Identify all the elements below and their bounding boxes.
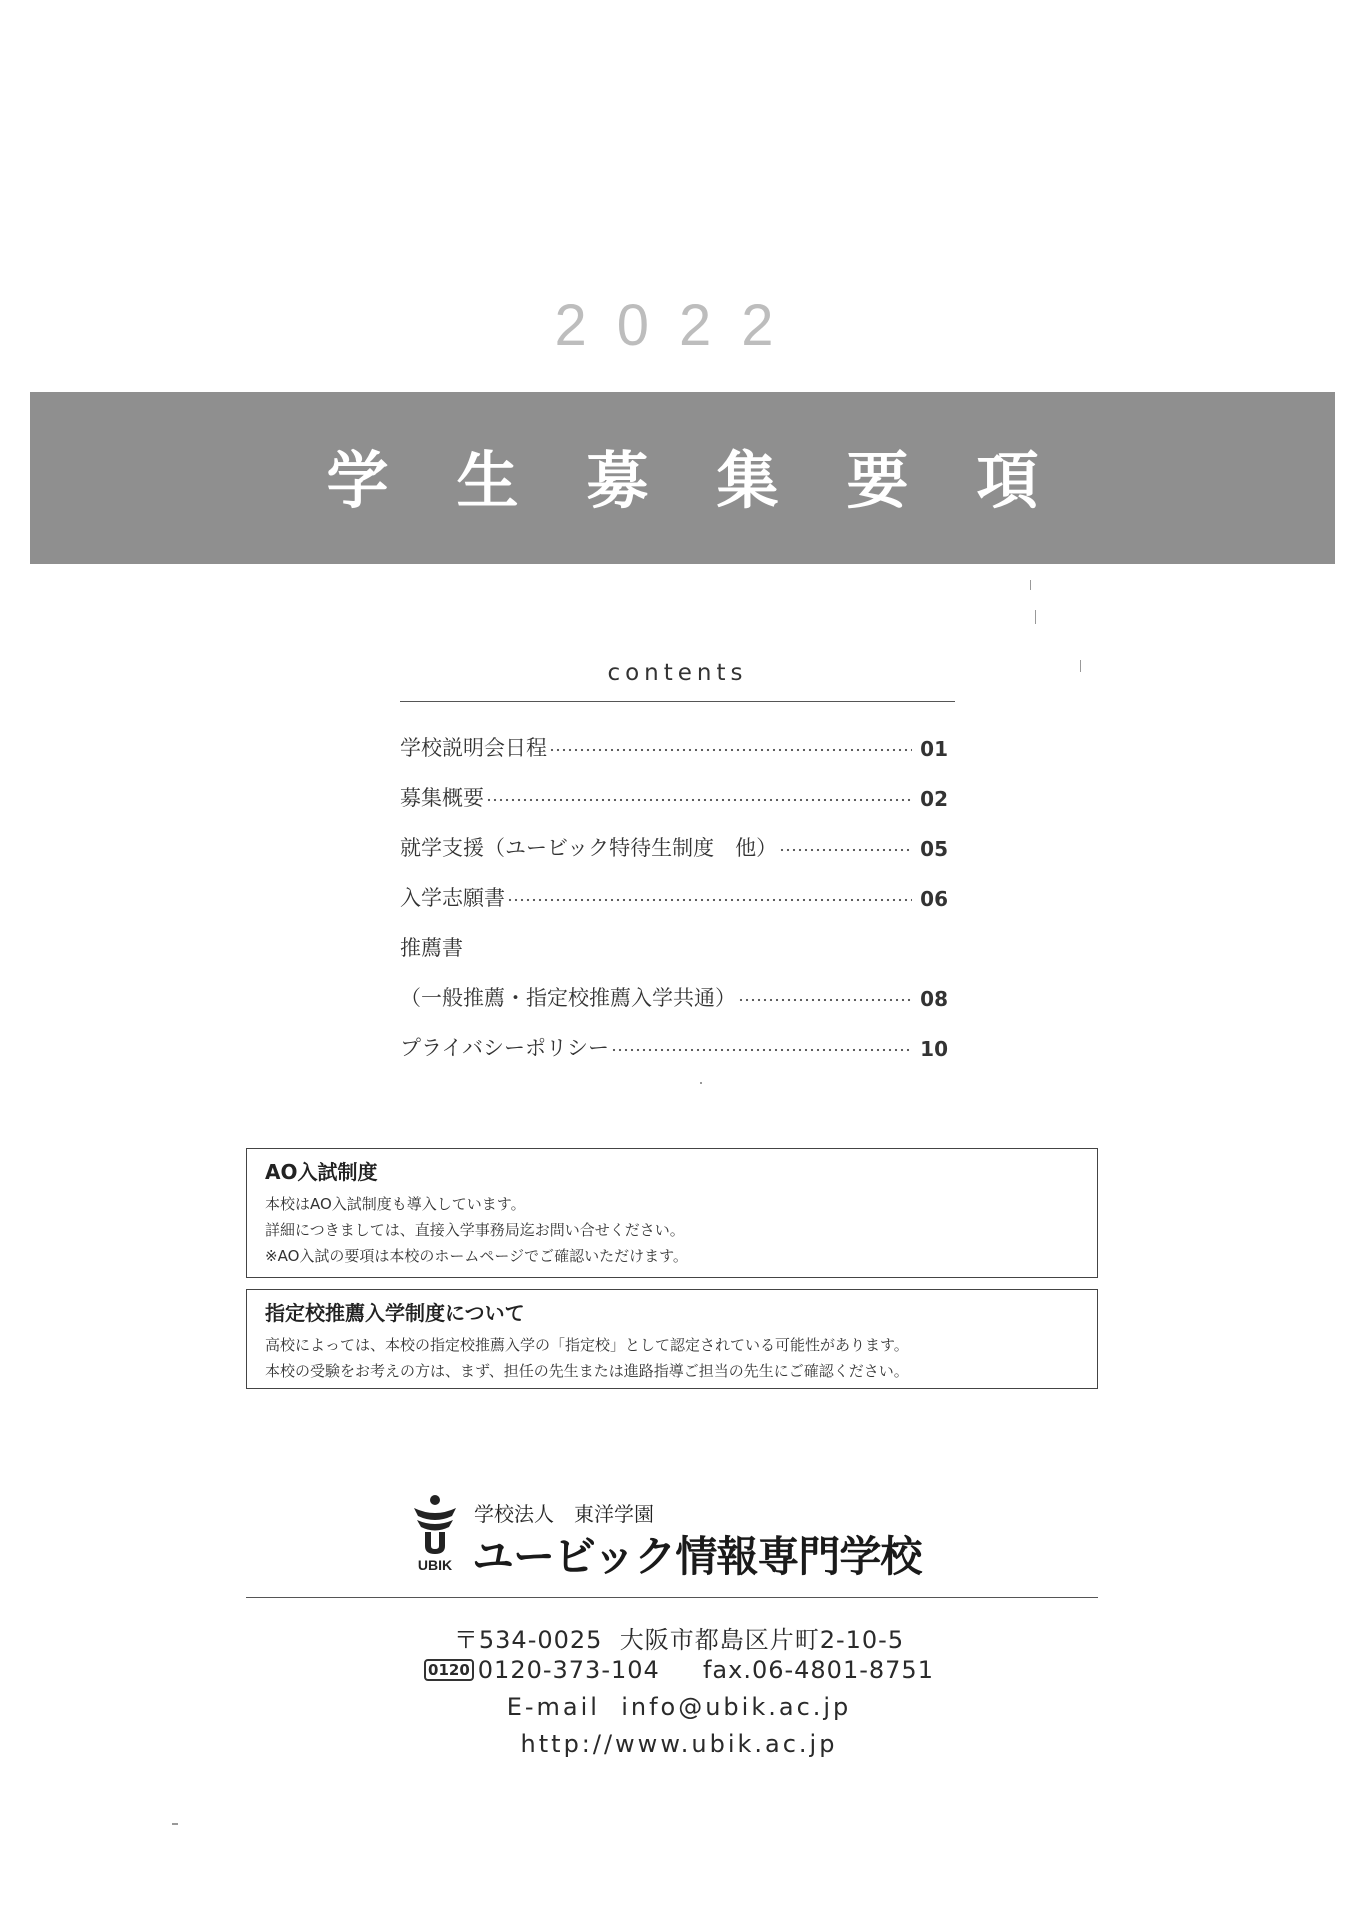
toc-leader-dots (738, 997, 912, 1003)
toc-leader-dots (486, 797, 912, 803)
toc-item-title: 募集概要 (400, 786, 484, 810)
scan-speck (700, 1082, 702, 1084)
ao-notice-line: ※AO入試の要項は本校のホームページでご確認いただけます。 (265, 1247, 688, 1265)
toc-item-page: 02 (920, 787, 948, 811)
freedial-icon: 0120 (424, 1659, 474, 1681)
phone-number: 0120-373-104 (477, 1656, 660, 1684)
toc-item-page: 01 (920, 737, 948, 761)
toc-item (400, 722, 948, 772)
address-line (0, 1620, 1358, 1655)
toc-item (400, 972, 948, 1022)
scan-speck (1030, 580, 1031, 590)
toc-item-page: 05 (920, 837, 948, 861)
table-of-contents (400, 722, 948, 1072)
document-title: 学生募集要項 (326, 444, 1107, 517)
toc-item (400, 872, 948, 922)
postal-code: 〒534-0025 (453, 1626, 603, 1654)
scan-speck (172, 1823, 178, 1825)
designated-school-notice-title: 指定校推薦入学制度について (265, 1301, 525, 1325)
toc-item-title: 推薦書 (400, 936, 463, 960)
toc-leader-dots (507, 897, 912, 903)
contents-divider (400, 701, 955, 702)
toc-item-page: 10 (920, 1037, 948, 1061)
ao-notice-title: AO入試制度 (265, 1160, 378, 1184)
scan-speck (1035, 610, 1036, 624)
corporation-name: 学校法人 東洋学園 (474, 1502, 654, 1526)
toc-leader-dots (549, 747, 912, 753)
website-url: http://www.ubik.ac.jp (520, 1730, 838, 1758)
toc-item (400, 772, 948, 822)
ao-notice-line: 詳細につきましては、直接入学事務局迄お問い合せください。 (265, 1221, 685, 1239)
school-logo-block (408, 1494, 968, 1581)
scan-speck (1080, 660, 1081, 672)
street-address: 大阪市都島区片町2-10-5 (619, 1626, 905, 1654)
toc-item (400, 1022, 948, 1072)
email-line: E-mail info@ubik.ac.jp (506, 1693, 852, 1721)
designated-school-notice-line: 高校によっては、本校の指定校推薦入学の「指定校」として認定されている可能性があります。 (265, 1336, 909, 1354)
school-name: ユービック情報専門学校 (472, 1532, 922, 1581)
ao-notice-line: 本校はAO入試制度も導入しています。 (265, 1195, 526, 1213)
logo-wordmark: UBIK (417, 1557, 453, 1573)
fax-number: fax.06-4801-8751 (702, 1656, 934, 1684)
ao-notice-box (246, 1148, 1098, 1278)
toc-item-title: 就学支援（ユービック特待生制度 他） (400, 836, 778, 860)
toc-item-title: 入学志願書 (400, 886, 505, 910)
toc-item (400, 922, 948, 972)
toc-leader-dots (611, 1047, 912, 1053)
toc-item (400, 822, 948, 872)
footer-divider (246, 1597, 1098, 1598)
phone-line (0, 1656, 1358, 1684)
year-heading: 2022 (554, 293, 804, 358)
toc-leader-dots (779, 847, 912, 853)
toc-item-title: 学校説明会日程 (400, 736, 547, 760)
designated-school-notice-box (246, 1289, 1098, 1389)
ubik-logo-icon (408, 1494, 462, 1574)
title-banner (30, 392, 1335, 564)
toc-item-page: 08 (920, 987, 948, 1011)
designated-school-notice-line: 本校の受験をお考えの方は、まず、担任の先生または進路指導ご担当の先生にご確認ください。 (265, 1362, 909, 1380)
toc-item-page: 06 (920, 887, 948, 911)
toc-item-title: プライバシーポリシー (400, 1036, 609, 1060)
contents-heading: contents (607, 660, 748, 686)
toc-item-title: （一般推薦・指定校推薦入学共通） (400, 986, 736, 1010)
